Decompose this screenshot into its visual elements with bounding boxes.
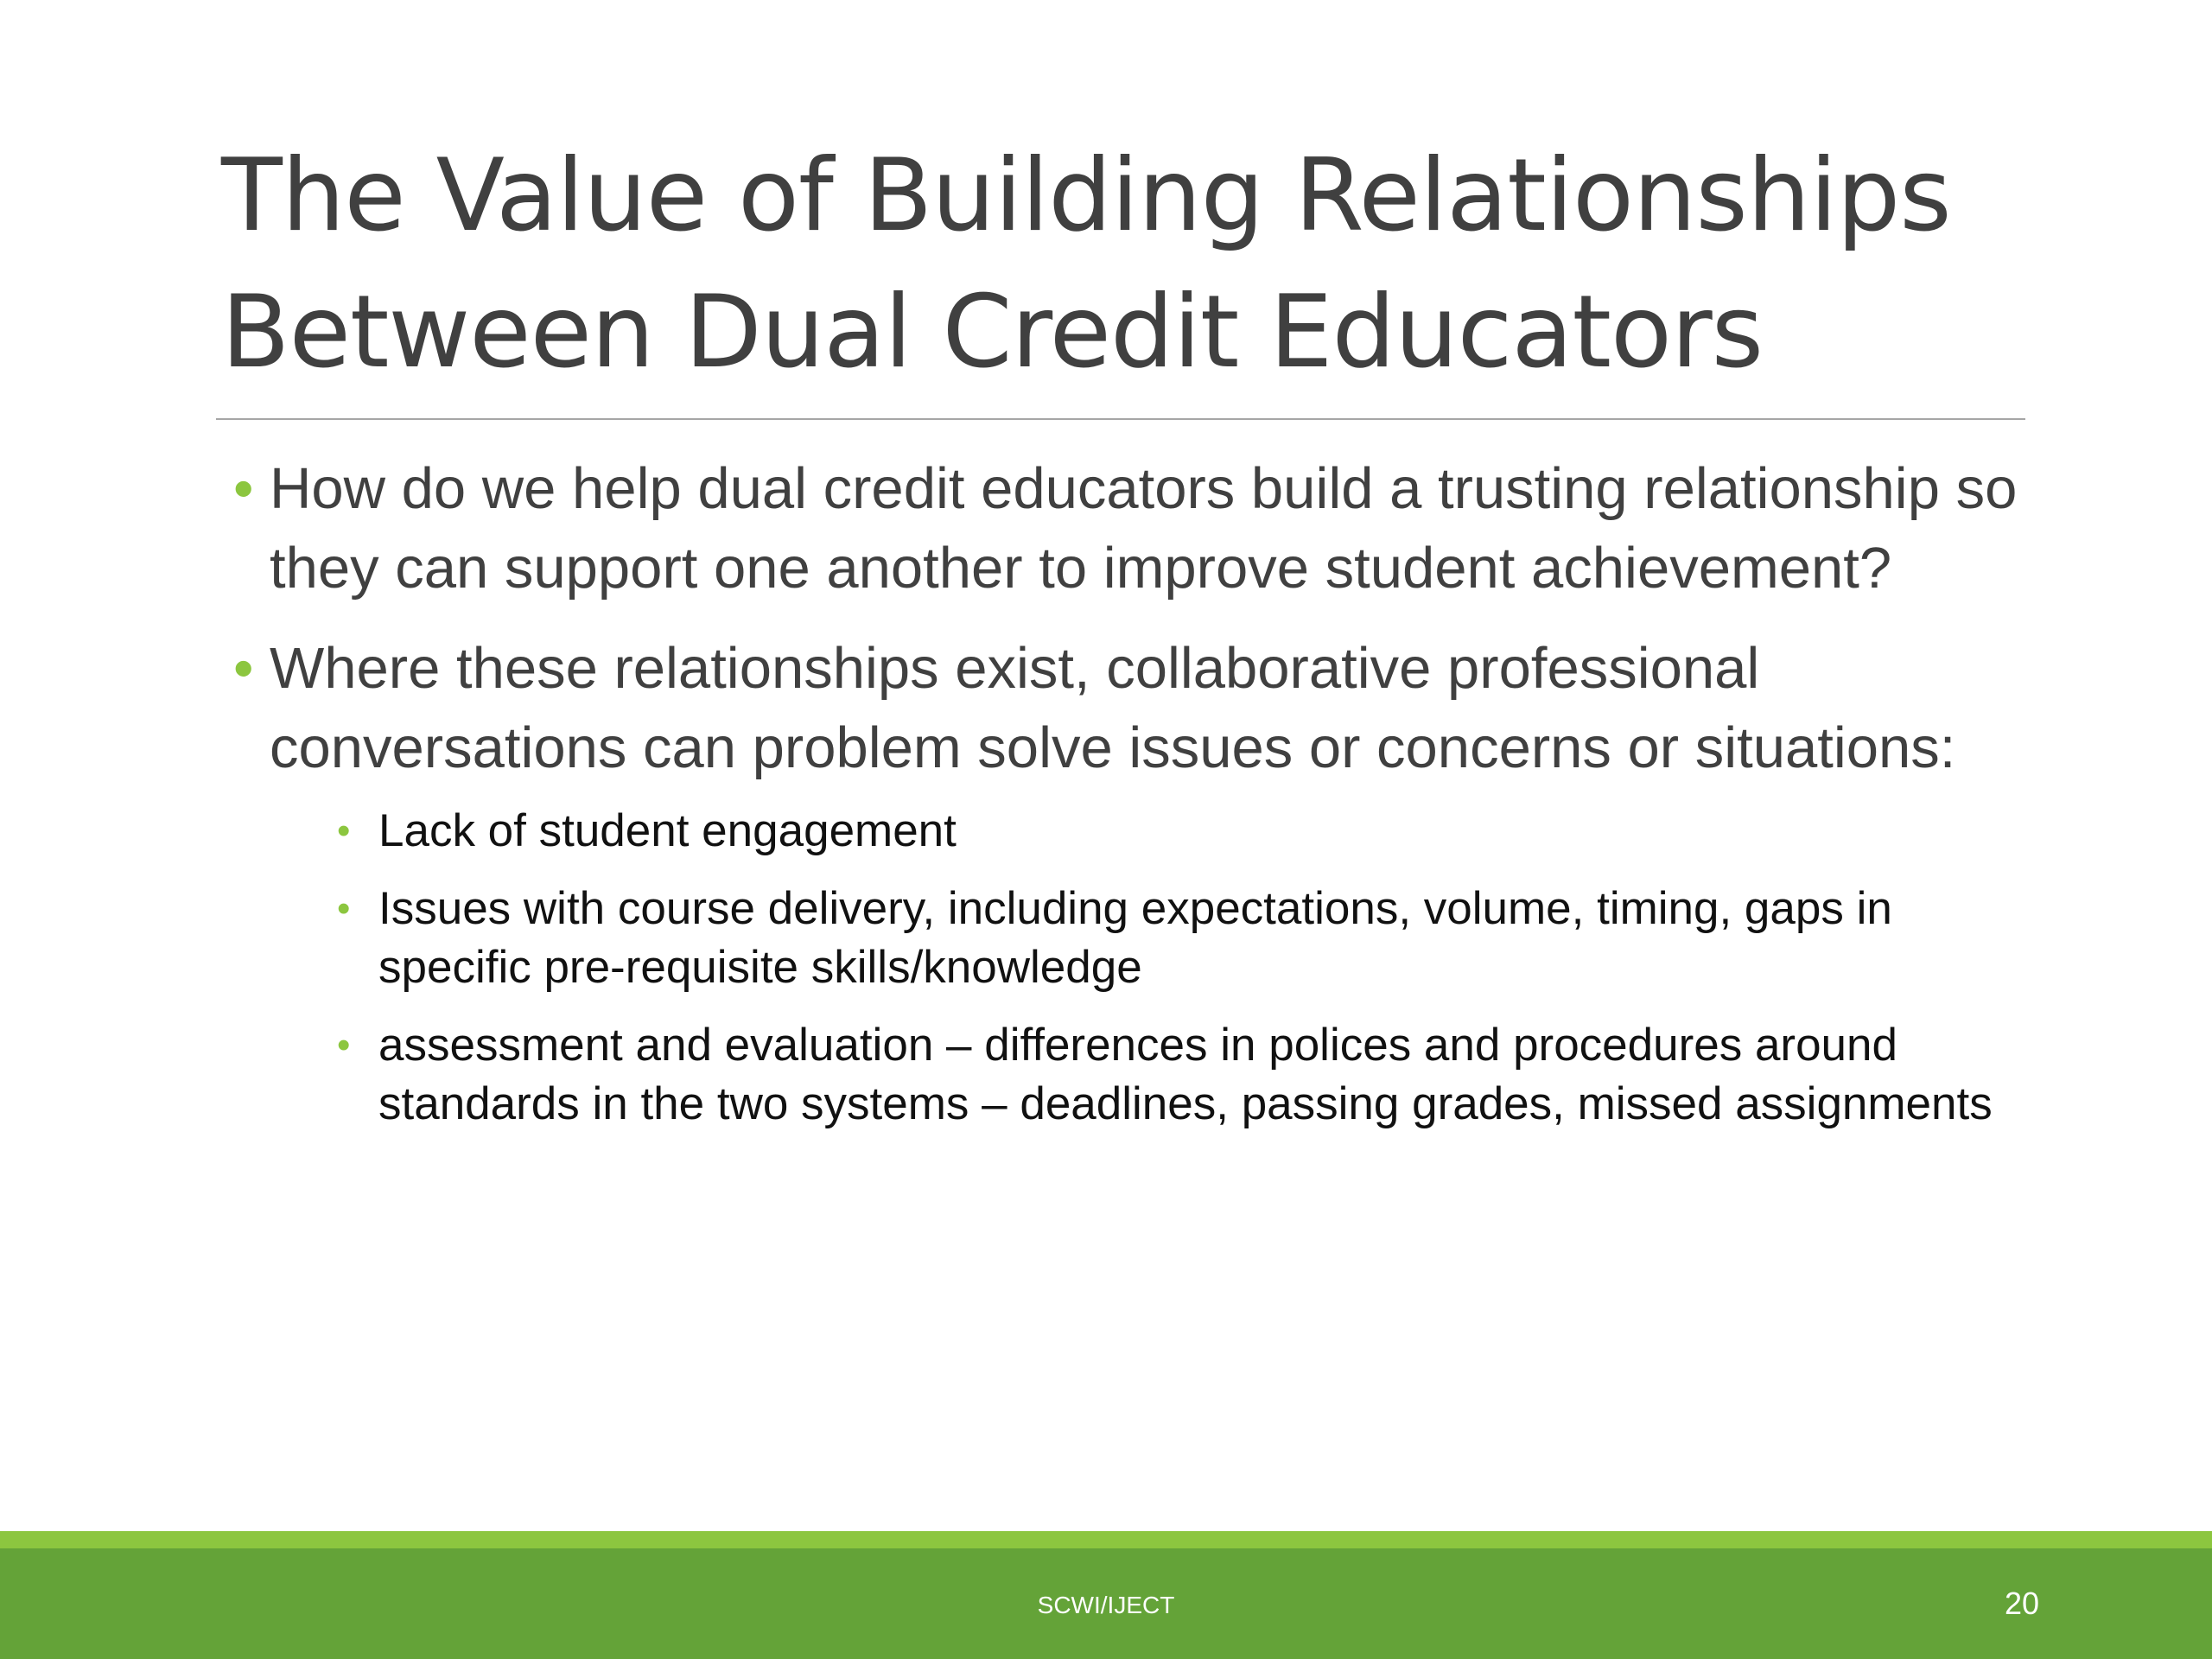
sub-bullet-item: [337, 880, 2031, 997]
sub-bullet-icon: •: [337, 810, 351, 852]
bullet-text: How do we help dual credit educators build a trusting relationship so they can support one another to improve student achievement?: [270, 456, 2018, 601]
bullet-icon: •: [233, 636, 254, 701]
sub-bullet-text: Lack of student engagement: [378, 805, 957, 856]
sub-bullet-list: [337, 802, 2031, 1134]
footer-accent-bar: [0, 1531, 2212, 1548]
page-number: 20: [2004, 1586, 2039, 1621]
sub-bullet-item: [337, 1016, 2031, 1134]
bullet-icon: •: [233, 456, 254, 521]
bullet-list: [233, 449, 2031, 1154]
sub-bullet-item: [337, 802, 2031, 861]
sub-bullet-icon: •: [337, 1024, 351, 1066]
slide-title: [221, 128, 2036, 401]
title-line-1: The Value of Building Relationships: [221, 137, 1951, 254]
sub-bullet-text: Issues with course delivery, including expectations, volume, timing, gaps in specific pre-requisite skills/knowledge: [378, 883, 1892, 993]
sub-bullet-text: assessment and evaluation – differences in polices and procedures around standards in the two systems – deadlines, passing grades, missed assignments: [378, 1020, 1993, 1129]
bullet-item: [233, 629, 2031, 1134]
title-line-2: Between Dual Credit Educators: [221, 274, 1764, 391]
bullet-item: [233, 449, 2031, 608]
title-divider: [216, 418, 2025, 420]
footer-label: SCWI/IJECT: [1037, 1592, 1175, 1618]
sub-bullet-icon: •: [337, 887, 351, 930]
bullet-text: Where these relationships exist, collaborative professional conversations can problem solve issues or concerns or situations:: [270, 636, 1956, 780]
